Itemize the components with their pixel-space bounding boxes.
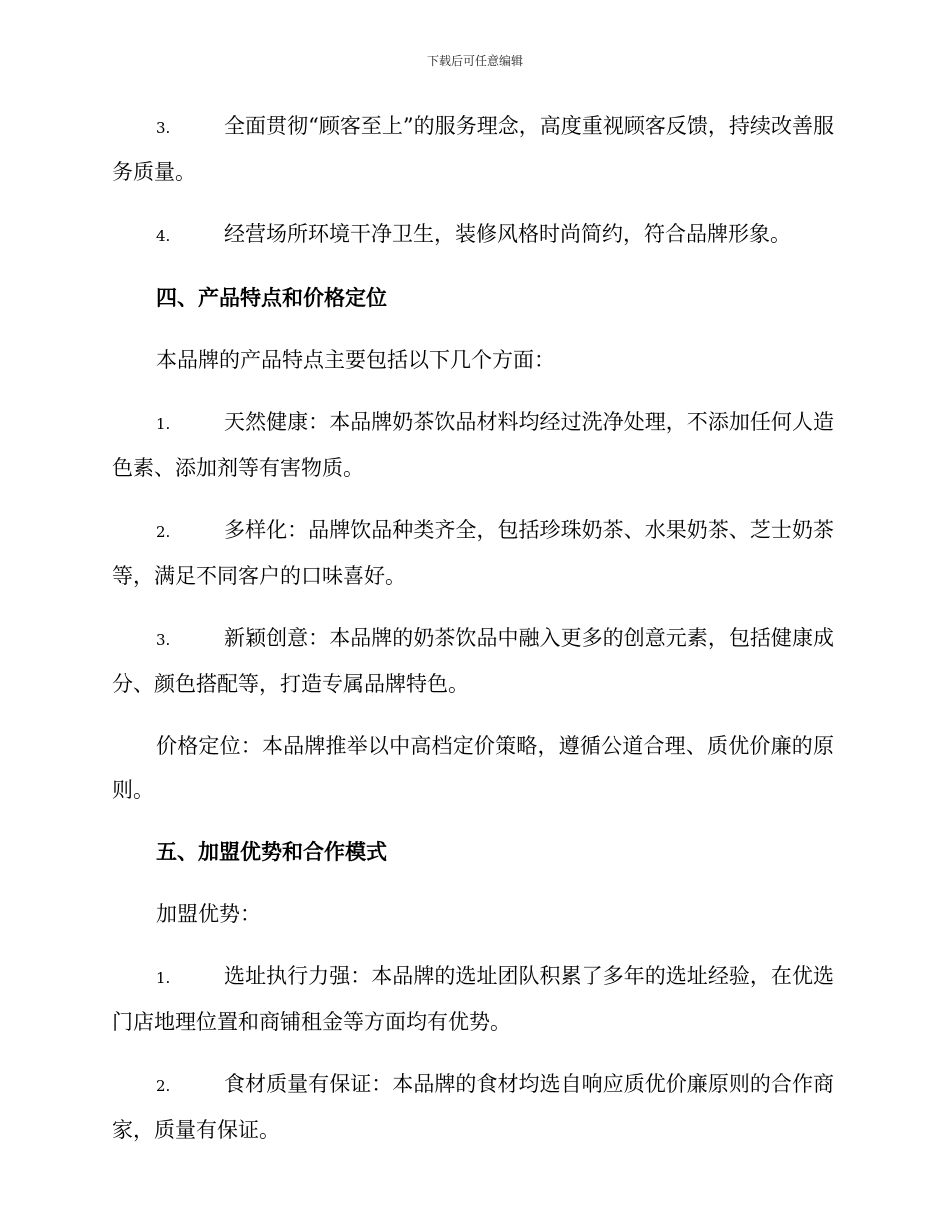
list-text: 全面贯彻“顾客至上”的服务理念，高度重视顾客反馈，持续改善服务质量。 — [112, 114, 834, 184]
list-number: 3. — [156, 119, 171, 137]
list-item — [112, 212, 834, 258]
list-text: 选址执行力强：本品牌的选址团队积累了多年的选址经验，在优选门店地理位置和商铺租金等方面均有优势。 — [112, 964, 834, 1034]
paragraph: 价格定位：本品牌推举以中高档定价策略，遵循公道合理、质优价廉的原则。 — [112, 734, 834, 802]
list-item — [112, 104, 834, 194]
list-number: 4. — [156, 227, 171, 245]
list-text: 多样化：品牌饮品种类齐全，包括珍珠奶茶、水果奶茶、芝士奶茶等，满足不同客户的口味喜好。 — [112, 518, 834, 588]
list-number: 1. — [156, 969, 171, 987]
list-text: 食材质量有保证：本品牌的食材均选自响应质优价廉原则的合作商家，质量有保证。 — [112, 1072, 834, 1142]
paragraph: 加盟优势： — [156, 902, 261, 926]
list-text: 天然健康：本品牌奶茶饮品材料均经过洗净处理，不添加任何人造色素、添加剂等有害物质。 — [112, 410, 834, 480]
page-header: 下载后可任意编辑 — [426, 54, 523, 68]
list-number: 2. — [156, 1077, 171, 1095]
paragraph: 本品牌的产品特点主要包括以下几个方面： — [156, 348, 555, 372]
list-number: 2. — [156, 523, 171, 541]
list-number: 1. — [156, 415, 171, 433]
list-item — [112, 616, 834, 706]
list-number: 3. — [156, 631, 171, 649]
list-item — [112, 400, 834, 490]
section-heading: 四、产品特点和价格定位 — [156, 285, 387, 310]
list-item — [112, 508, 834, 598]
list-item — [112, 1062, 834, 1152]
list-text: 新颖创意：本品牌的奶茶饮品中融入更多的创意元素，包括健康成分、颜色搭配等，打造专属品牌特色。 — [112, 626, 834, 696]
document-body — [112, 104, 834, 1170]
list-item — [112, 954, 834, 1044]
list-text: 经营场所环境干净卫生，装修风格时尚简约，符合品牌形象。 — [224, 222, 791, 246]
section-heading: 五、加盟优势和合作模式 — [156, 839, 387, 864]
